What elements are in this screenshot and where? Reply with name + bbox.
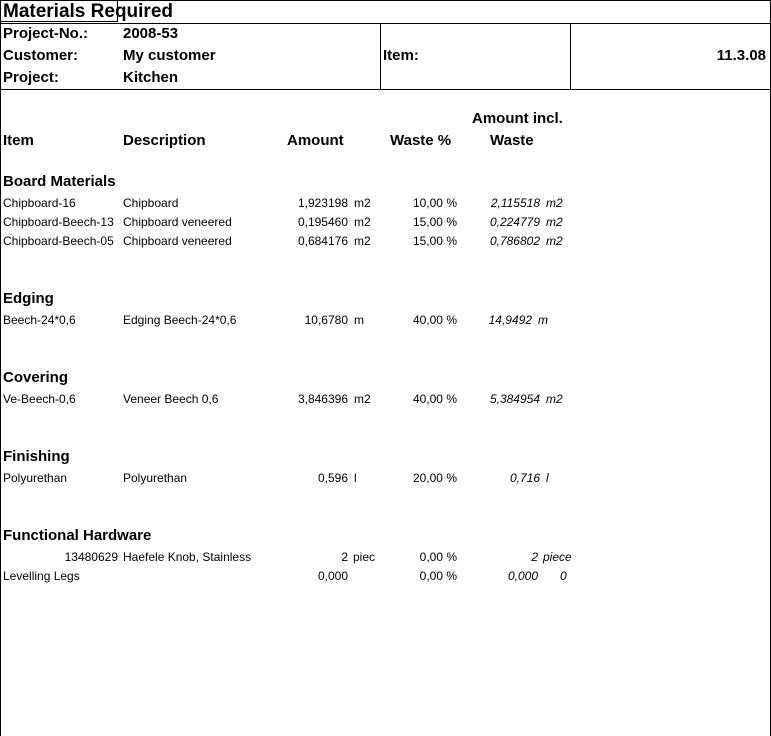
row-item: Polyurethan (3, 471, 68, 485)
section-title-board-materials: Board Materials (3, 173, 116, 190)
row-amount (250, 215, 376, 230)
row-item: Levelling Legs (3, 569, 80, 583)
incl-value: 2,115518 (490, 196, 540, 210)
row-item: 13480629 (64, 550, 118, 564)
row-waste: 40,00 % (412, 313, 457, 327)
row-item: Chipboard-Beech-13 (3, 215, 114, 229)
row-incl-value: 0,000 (507, 569, 538, 583)
date-value: 11.3.08 (716, 47, 766, 64)
amount-value: 0,596 (317, 471, 348, 485)
section-title-covering: Covering (3, 369, 69, 386)
row-description: Polyurethan (123, 471, 188, 485)
row-amount (250, 392, 376, 407)
row-waste: 40,00 % (412, 392, 457, 406)
project-no-value: 2008-53 (123, 25, 179, 42)
row-waste: 0,00 % (419, 550, 457, 564)
row-description: Chipboard veneered (123, 215, 232, 229)
incl-value: 14,9492 (488, 313, 532, 327)
amount-value: 1,923198 (297, 196, 348, 210)
incl-value: 0,224779 (489, 215, 540, 229)
row-amount-incl (450, 234, 568, 249)
row-waste: 15,00 % (412, 215, 457, 229)
col-waste-header: Waste % (390, 132, 452, 149)
incl-value: 0,786802 (489, 234, 540, 248)
amount-value: 10,6780 (304, 313, 348, 327)
row-amount-incl (450, 392, 568, 407)
project-no-label: Project-No.: (3, 25, 89, 42)
row-description: Chipboard veneered (123, 234, 232, 248)
col-item-header: Item (3, 132, 34, 149)
row-amount-incl (450, 313, 560, 328)
amount-unit: m2 (354, 196, 371, 210)
section-title-finishing: Finishing (3, 448, 70, 465)
row-description: Edging Beech-24*0,6 (123, 313, 237, 327)
row-amount-unit: piec (353, 550, 376, 564)
row-amount (250, 313, 376, 328)
incl-value: 0,716 (509, 471, 540, 485)
amount-unit: m (354, 313, 364, 327)
row-amount-incl (450, 471, 568, 486)
amount-unit: m2 (354, 234, 371, 248)
item-label: Item: (383, 47, 419, 64)
row-description: Veneer Beech 0,6 (123, 392, 219, 406)
row-item: Chipboard-Beech-05 (3, 234, 114, 248)
row-description: Chipboard (123, 196, 179, 210)
amount-value: 0,195460 (297, 215, 348, 229)
row-item: Ve-Beech-0,6 (3, 392, 76, 406)
row-item: Beech-24*0,6 (3, 313, 76, 327)
incl-unit: m (538, 313, 548, 327)
col-description-header: Description (123, 132, 206, 149)
col-amount-header: Amount (287, 132, 344, 149)
row-amount (250, 234, 376, 249)
row-item: Chipboard-16 (3, 196, 76, 210)
header-col-divider-2 (570, 23, 571, 90)
amount-value: 0,684176 (297, 234, 348, 248)
amount-unit: m2 (354, 215, 371, 229)
frame-left (0, 0, 1, 736)
incl-unit: m2 (546, 215, 563, 229)
incl-value: 5,384954 (489, 392, 540, 406)
amount-value: 3,846396 (297, 392, 348, 406)
project-label: Project: (3, 69, 59, 86)
row-amount-incl (450, 215, 568, 230)
row-waste: 15,00 % (412, 234, 457, 248)
incl-unit: m2 (546, 392, 563, 406)
section-title-functional-hardware: Functional Hardware (3, 527, 152, 544)
col-amount-incl-header-line2: Waste (490, 132, 534, 149)
incl-unit: m2 (546, 234, 563, 248)
section-title-edging: Edging (3, 290, 54, 307)
row-incl-unit: 0 (560, 569, 567, 583)
row-amount (250, 196, 376, 211)
amount-unit: l (354, 471, 357, 485)
row-waste: 20,00 % (412, 471, 457, 485)
row-amount (250, 471, 376, 486)
row-incl-value: 2 (531, 550, 538, 564)
row-description: Haefele Knob, Stainless (123, 550, 252, 564)
row-amount-value: 2 (341, 550, 348, 564)
amount-unit: m2 (354, 392, 371, 406)
incl-unit: l (546, 471, 549, 485)
row-waste: 10,00 % (412, 196, 457, 210)
header-col-divider-1 (380, 23, 381, 90)
page-title: Materials Required (3, 1, 173, 22)
customer-label: Customer: (3, 47, 79, 64)
project-value: Kitchen (123, 69, 179, 86)
row-waste: 0,00 % (419, 569, 457, 583)
incl-unit: m2 (546, 196, 563, 210)
row-incl-unit: piece (543, 550, 572, 564)
header-divider (0, 23, 771, 24)
row-amount-incl (450, 196, 568, 211)
row-amount-value: 0,000 (317, 569, 348, 583)
customer-value: My customer (123, 47, 216, 64)
col-amount-incl-header-line1: Amount incl. (472, 110, 563, 127)
header-bottom (0, 89, 771, 90)
